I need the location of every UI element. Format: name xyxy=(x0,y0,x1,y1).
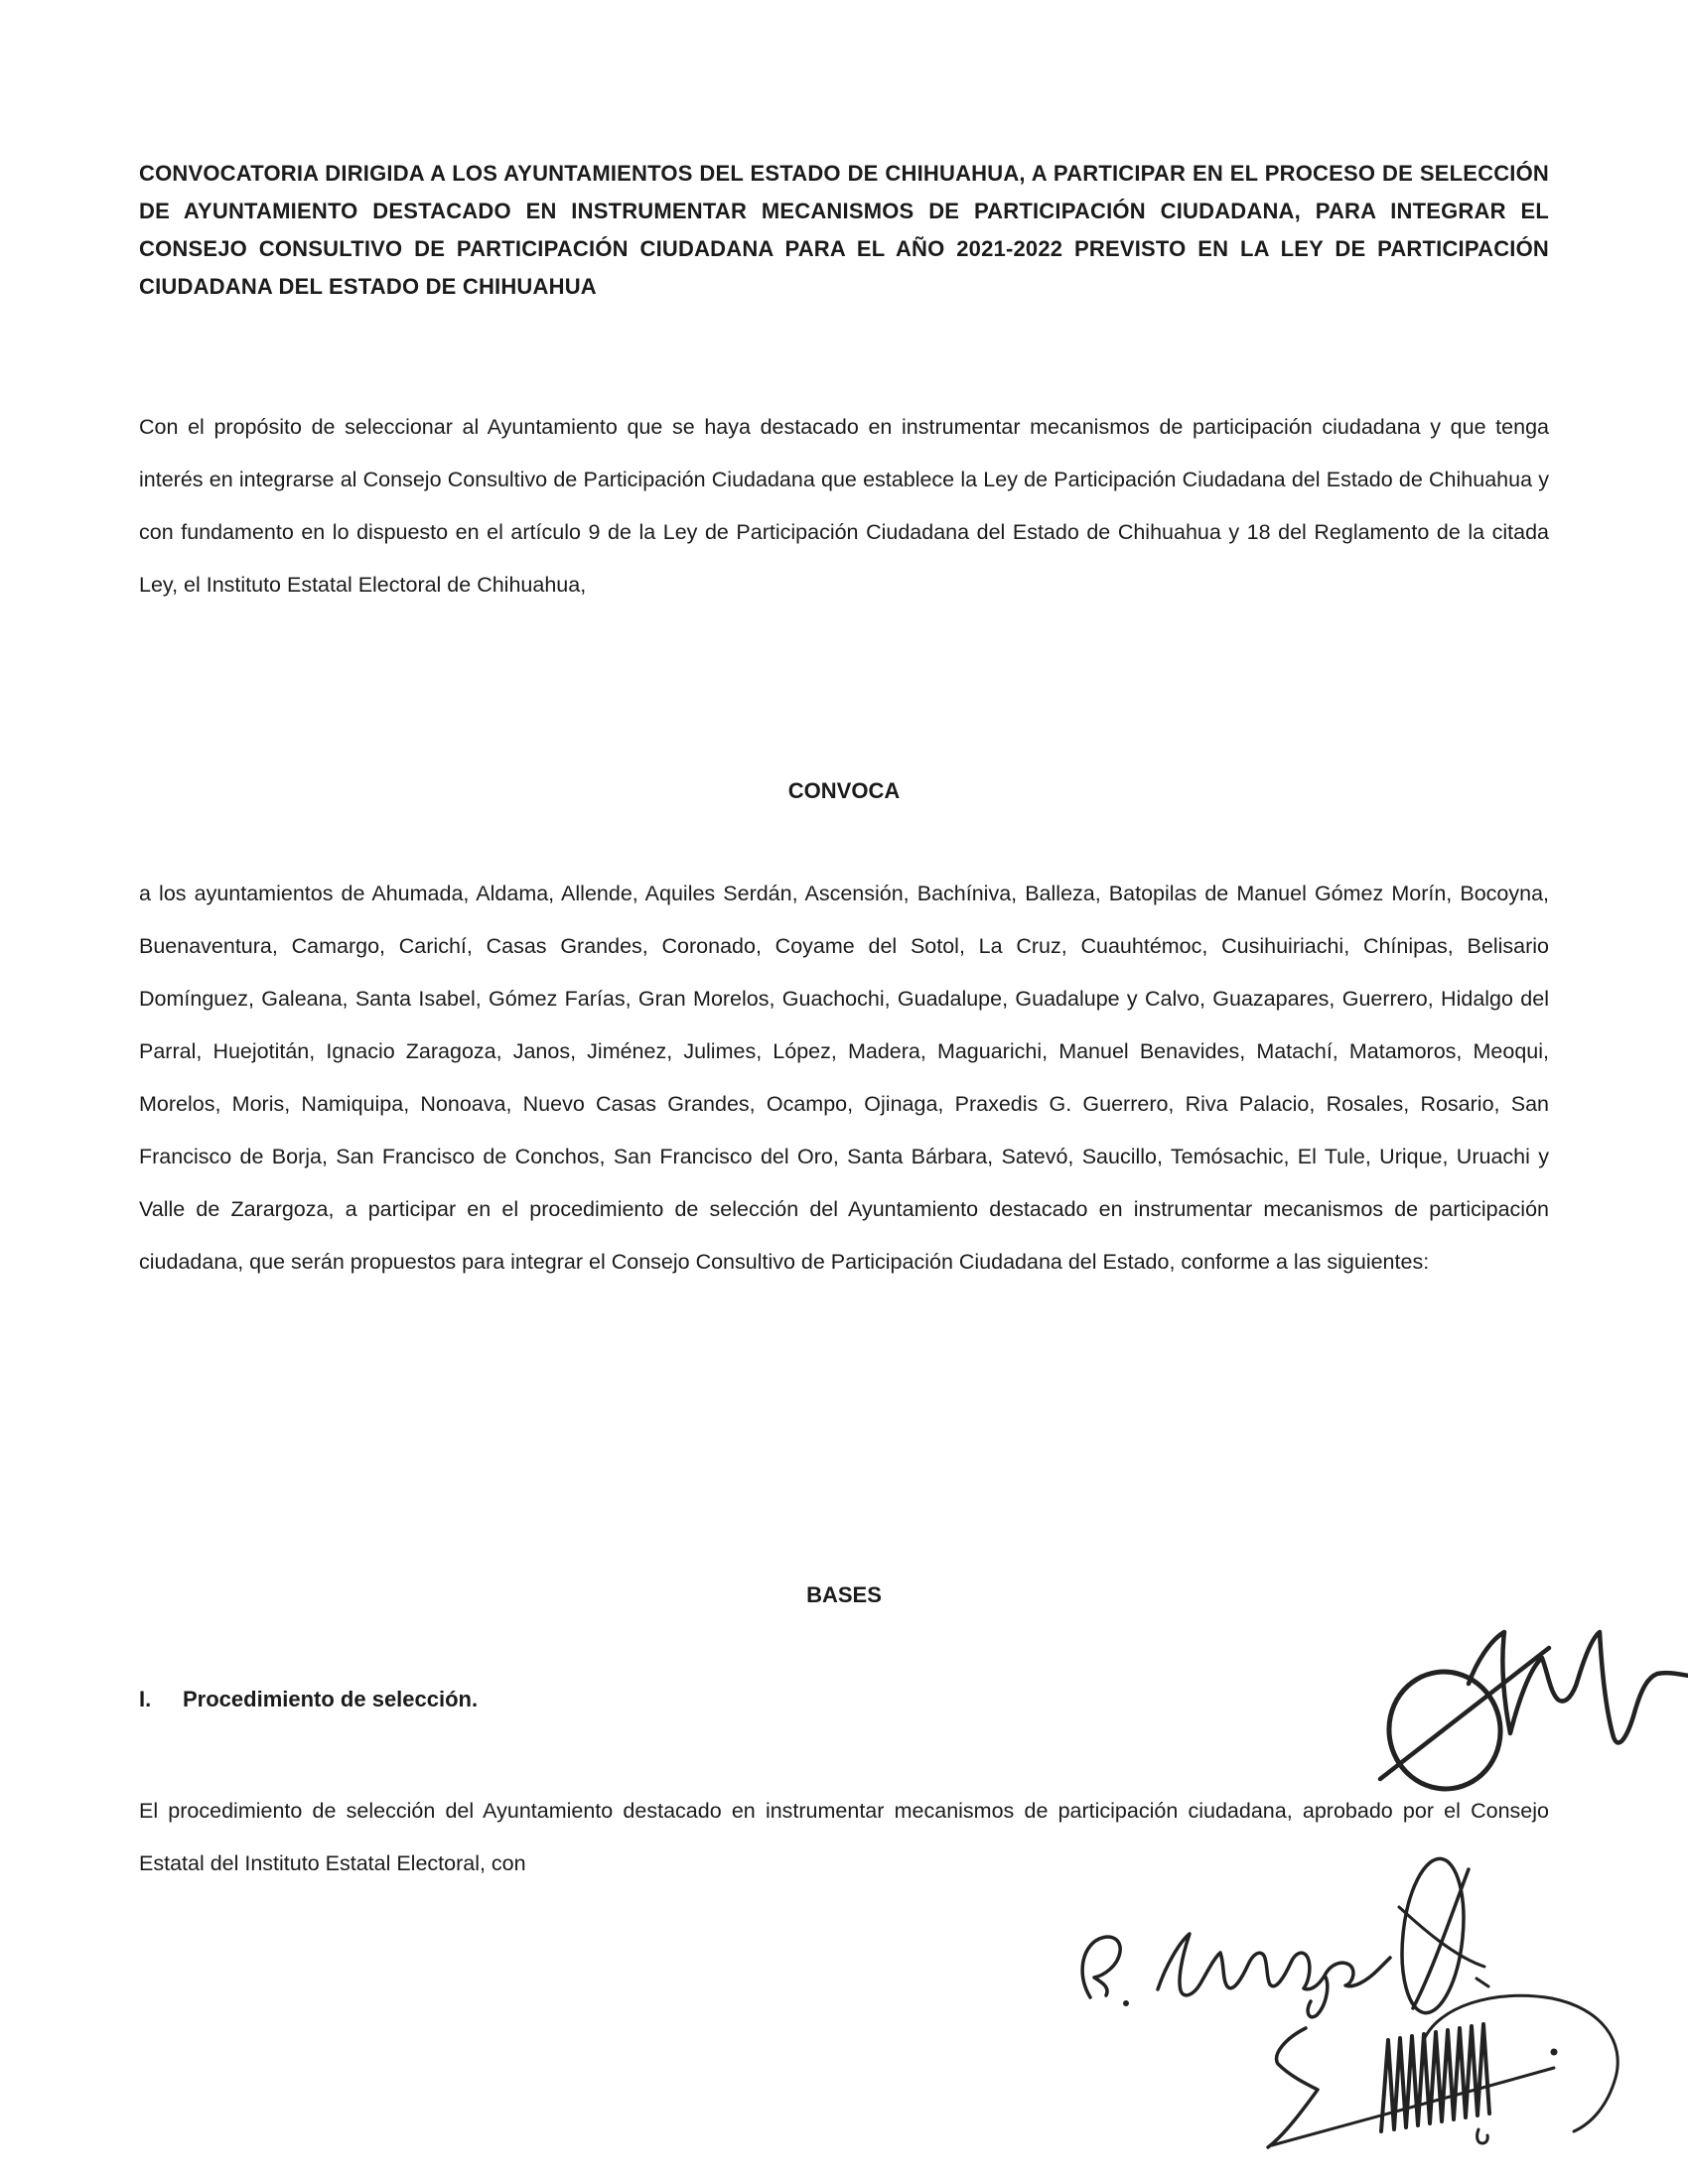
intro-paragraph: Con el propósito de seleccionar al Ayuntamiento que se haya destacado en instrumentar mecanismos de participación ciudadana y que tenga interés en integrarse al Consejo Consultivo de Participación Ciudadana que establece la Ley de Participación Ciudadana del Estado de Chihuahua y con fundamento en lo dispuesto en el artículo 9 de la Ley de Participación Ciudadana del Estado de Chihuahua y 18 del Reglamento de la citada Ley, el Instituto Estatal Electoral de Chihuahua, xyxy=(139,415,1549,597)
convoca-heading: CONVOCA xyxy=(787,778,901,803)
section-heading xyxy=(139,1681,1549,1718)
section-title: Procedimiento de selección. xyxy=(183,1687,479,1711)
document-title: CONVOCATORIA DIRIGIDA A LOS AYUNTAMIENTOS DEL ESTADO DE CHIHUAHUA, A PARTICIPAR EN EL PROCESO DE SELECCIÓN DE AYUNTAMIENTO DESTACADO EN INSTRUMENTAR MECANISMOS DE PARTICIPACIÓN CIUDADANA, PARA INTEGRAR EL CONSEJO CONSULTIVO DE PARTICIPACIÓN CIUDADANA PARA EL AÑO 2021-2022 PREVISTO EN LA LEY DE PARTICIPACIÓN CIUDADANA DEL ESTADO DE CHIHUAHUA xyxy=(139,161,1549,299)
signature-comb-scribble xyxy=(1256,1980,1663,2164)
signature-paraph-scribble xyxy=(1373,1618,1688,1797)
municipalities-paragraph: a los ayuntamientos de Ahumada, Aldama, Allende, Aquiles Serdán, Ascensión, Bachíniva, Balleza, Batopilas de Manuel Gómez Morín, Bocoyna, Buenaventura, Camargo, Carichí, Casas Grandes, Coronado, Coyame del Sotol, La Cruz, Cuauhtémoc, Cusihuiriachi, Chínipas, Belisario Domínguez, Galeana, Santa Isabel, Gómez Farías, Gran Morelos, Guachochi, Guadalupe, Guadalupe y Calvo, Guazapares, Guerrero, Hidalgo del Parral, Huejotitán, Ignacio Zaragoza, Janos, Jiménez, Julimes, López, Madera, Maguarichi, Manuel Benavides, Matachí, Matamoros, Meoqui, Morelos, Moris, Namiquipa, Nonoava, Nuevo Casas Grandes, Ocampo, Ojinaga, Praxedis G. Guerrero, Riva Palacio, Rosales, Rosario, San Francisco de Borja, San Francisco de Conchos, San Francisco del Oro, Santa Bárbara, Satevó, Saucillo, Temósachic, El Tule, Urique, Uruachi y Valle de Zarargoza, a participar en el procedimiento de selección del Ayuntamiento destacado en instrumentar mecanismos de participación ciudadana, que serán propuestos para integrar el Consejo Consultivo de Participación Ciudadana del Estado, conforme a las siguientes: xyxy=(139,882,1549,1274)
closing-paragraph: El procedimiento de selección del Ayuntamiento destacado en instrumentar mecanismos de participación ciudadana, aprobado por el Consejo Estatal del Instituto Estatal Electoral, con xyxy=(139,1799,1549,1875)
bases-heading: BASES xyxy=(806,1582,882,1607)
section-number: I. xyxy=(139,1687,152,1711)
